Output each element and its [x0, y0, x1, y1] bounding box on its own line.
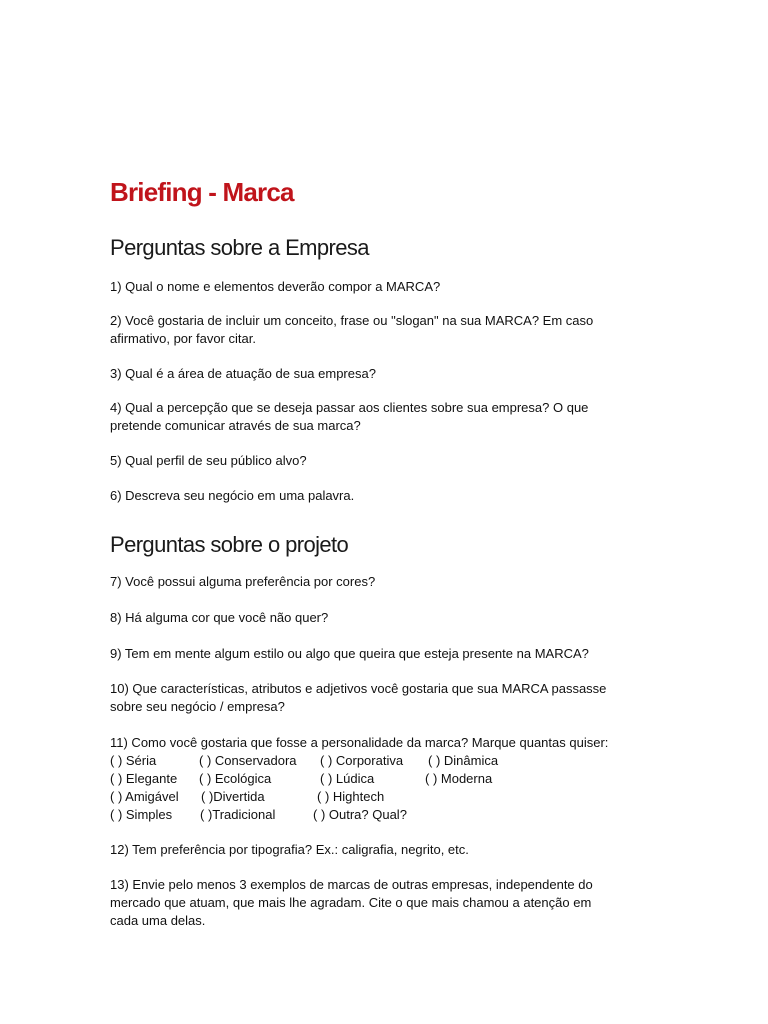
question-10	[110, 680, 670, 716]
checkbox-option-seria[interactable]: ( ) Séria	[110, 753, 157, 768]
question-line: afirmativo, por favor citar.	[110, 331, 256, 346]
checkbox-option-outra[interactable]: ( ) Outra? Qual?	[313, 807, 407, 822]
question-line: 2) Você gostaria de incluir um conceito, frase ou "slogan" na sua MARCA? Em caso	[110, 313, 594, 328]
checkbox-option-hightech[interactable]: ( ) Hightech	[317, 789, 385, 804]
question-9	[110, 645, 670, 663]
question-line: sobre seu negócio / empresa?	[110, 699, 285, 714]
question-1	[110, 278, 670, 296]
question-line: cada uma delas.	[110, 913, 206, 928]
question-line: 1) Qual o nome e elementos deverão compor a MARCA?	[110, 279, 441, 294]
question-line: 13) Envie pelo menos 3 exemplos de marcas de outras empresas, independente do	[110, 877, 593, 892]
checkbox-option-elegante[interactable]: ( ) Elegante	[110, 771, 178, 786]
checkbox-option-dinamica[interactable]: ( ) Dinâmica	[428, 753, 499, 768]
question-4	[110, 399, 670, 435]
section-heading-empresa: Perguntas sobre a Empresa	[110, 235, 369, 260]
question-13	[110, 876, 670, 930]
question-8	[110, 609, 670, 627]
checkbox-option-corporativa[interactable]: ( ) Corporativa	[320, 753, 404, 768]
document-title: Briefing - Marca	[110, 177, 294, 207]
question-5	[110, 452, 670, 470]
question-12	[110, 841, 670, 859]
question-line: 11) Como você gostaria que fosse a personalidade da marca? Marque quantas quiser:	[110, 735, 609, 750]
checkbox-option-divertida[interactable]: ( )Divertida	[201, 789, 265, 804]
checkbox-option-ludica[interactable]: ( ) Lúdica	[320, 771, 375, 786]
question-line: 4) Qual a percepção que se deseja passar aos clientes sobre sua empresa? O que	[110, 400, 589, 415]
checkbox-option-moderna[interactable]: ( ) Moderna	[425, 771, 493, 786]
question-2	[110, 312, 670, 348]
question-line: pretende comunicar através de sua marca?	[110, 418, 361, 433]
question-line: 3) Qual é a área de atuação de sua empresa?	[110, 366, 376, 381]
question-line: 7) Você possui alguma preferência por cores?	[110, 574, 376, 589]
checkbox-option-ecologica[interactable]: ( ) Ecológica	[199, 771, 272, 786]
question-6	[110, 487, 670, 505]
checkbox-option-conservadora[interactable]: ( ) Conservadora	[199, 753, 297, 768]
question-line: mercado que atuam, que mais lhe agradam. Cite o que mais chamou a atenção em	[110, 895, 592, 910]
section-heading-projeto: Perguntas sobre o projeto	[110, 532, 349, 557]
question-11	[110, 734, 670, 752]
question-line: 8) Há alguma cor que você não quer?	[110, 610, 329, 625]
checkbox-option-simples[interactable]: ( ) Simples	[110, 807, 173, 822]
question-line: 5) Qual perfil de seu público alvo?	[110, 453, 307, 468]
question-3	[110, 365, 670, 383]
question-7	[110, 573, 670, 591]
checkbox-option-tradicional[interactable]: ( )Tradicional	[200, 807, 276, 822]
checkbox-option-amigavel[interactable]: ( ) Amigável	[110, 789, 179, 804]
question-line: 9) Tem em mente algum estilo ou algo que queira que esteja presente na MARCA?	[110, 646, 589, 661]
question-line: 10) Que características, atributos e adjetivos você gostaria que sua MARCA passasse	[110, 681, 607, 696]
question-line: 12) Tem preferência por tipografia? Ex.: caligrafia, negrito, etc.	[110, 842, 469, 857]
question-line: 6) Descreva seu negócio em uma palavra.	[110, 488, 355, 503]
